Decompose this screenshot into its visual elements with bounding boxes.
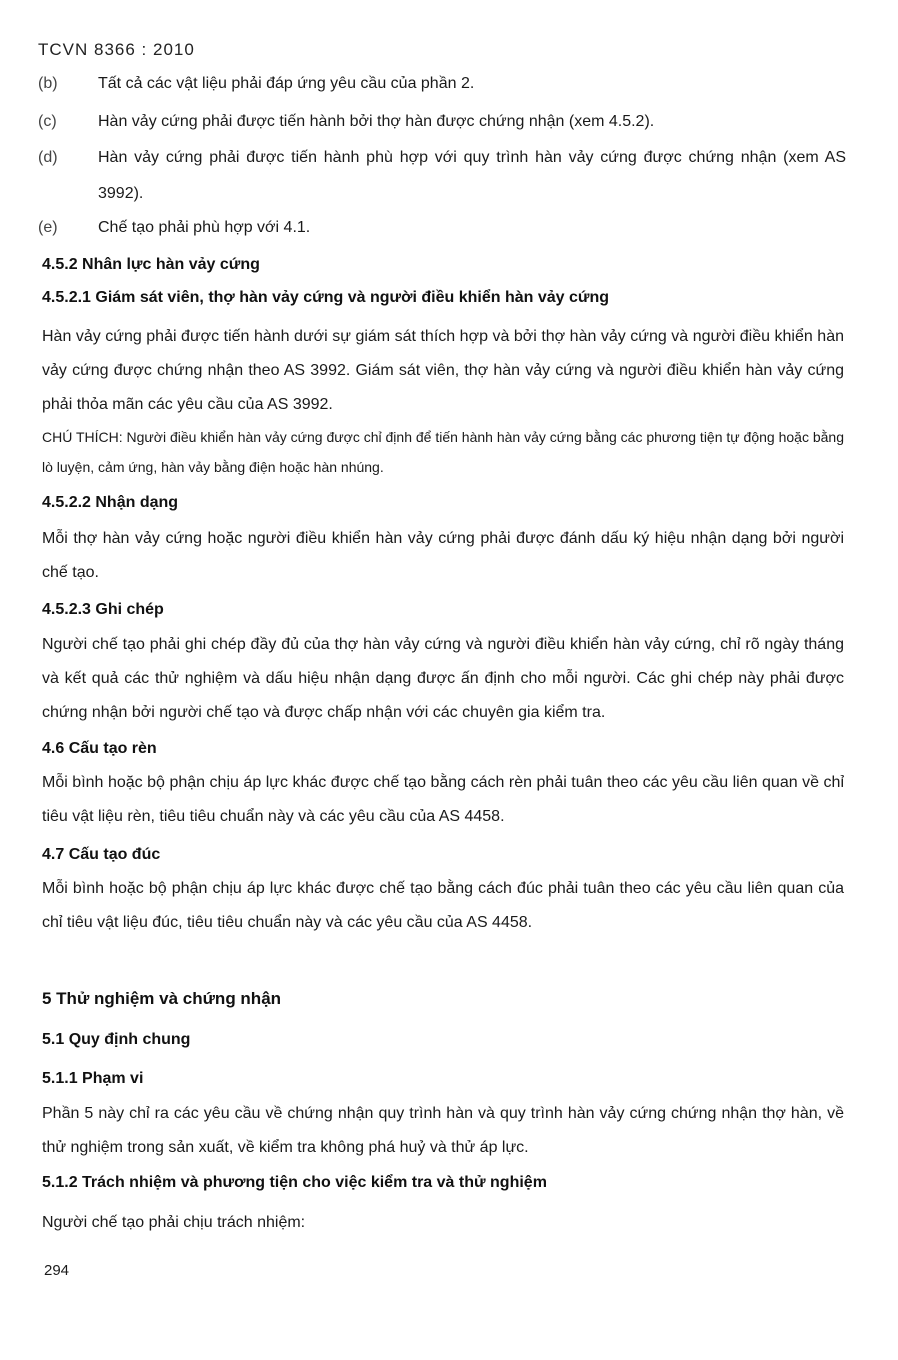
section-heading-5-1: 5.1 Quy định chung: [42, 1031, 191, 1048]
section-heading-4-5-2-2: 4.5.2.2 Nhận dạng: [42, 494, 179, 511]
list-marker: (c): [38, 113, 57, 130]
section-heading-4-5-2: 4.5.2 Nhân lực hàn vảy cứng: [42, 256, 260, 273]
list-item: [38, 66, 846, 102]
list-marker: (b): [38, 75, 58, 92]
list-text: Hàn vảy cứng phải được tiến hành bởi thợ hàn được chứng nhận (xem 4.5.2).: [98, 113, 655, 130]
document-code-header: TCVN 8366 : 2010: [38, 40, 195, 59]
section-heading-5-1-2: 5.1.2 Trách nhiệm và phương tiện cho việc kiểm tra và thử nghiệm: [42, 1174, 547, 1191]
list-marker: (e): [38, 219, 58, 236]
paragraph-4-6: Mỗi bình hoặc bộ phận chịu áp lực khác được chế tạo bằng cách rèn phải tuân theo các yêu cầu liên quan về chỉ tiêu vật liệu rèn, tiêu tiêu chuẩn này và các yêu cầu của AS 4458.: [42, 774, 844, 825]
list-text: Hàn vảy cứng phải được tiến hành phù hợp với quy trình hàn vảy cứng được chứng nhận (xem AS 3992).: [98, 149, 846, 202]
list-marker: (d): [38, 149, 58, 166]
list-item: [38, 140, 846, 212]
section-heading-4-7: 4.7 Cấu tạo đúc: [42, 846, 161, 863]
paragraph-4-5-2-2: Mỗi thợ hàn vảy cứng hoặc người điều khiển hàn vảy cứng phải được đánh dấu ký hiệu nhận dạng bởi người chế tạo.: [42, 530, 844, 581]
paragraph-5-1-1: Phần 5 này chỉ ra các yêu cầu về chứng nhận quy trình hàn và quy trình hàn vảy cứng chứng nhận thợ hàn, về thử nghiệm trong sản xuất, về kiểm tra không phá huỷ và thử áp lực.: [42, 1105, 844, 1156]
section-heading-5: 5 Thử nghiệm và chứng nhận: [42, 989, 282, 1008]
section-heading-5-1-1: 5.1.1 Phạm vi: [42, 1070, 144, 1087]
section-heading-4-5-2-3: 4.5.2.3 Ghi chép: [42, 601, 164, 618]
paragraph-4-5-2-3: Người chế tạo phải ghi chép đầy đủ của thợ hàn vảy cứng và người điều khiển hàn vảy cứng, chỉ rõ ngày tháng và kết quả các thử nghiệm và dấu hiệu nhận dạng được ấn định cho mỗi người. Các ghi chép này phải được chứng nhận bởi người chế tạo và được chấp nhận với các chuyên gia kiểm tra.: [42, 636, 844, 721]
list-item: [38, 104, 846, 140]
paragraph-5-1-2: Người chế tạo phải chịu trách nhiệm:: [42, 1214, 306, 1231]
section-heading-4-6: 4.6 Cấu tạo rèn: [42, 740, 157, 757]
list-text: Tất cả các vật liệu phải đáp ứng yêu cầu của phần 2.: [98, 75, 475, 92]
list-item: [38, 210, 846, 246]
list-text: Chế tạo phải phù hợp với 4.1.: [98, 219, 311, 236]
paragraph-4-7: Mỗi bình hoặc bộ phận chịu áp lực khác được chế tạo bằng cách đúc phải tuân theo các yêu cầu liên quan của chỉ tiêu vật liệu đúc, tiêu tiêu chuẩn này và các yêu cầu của AS 4458.: [42, 880, 844, 931]
section-heading-4-5-2-1: 4.5.2.1 Giám sát viên, thợ hàn vảy cứng và người điều khiển hàn vảy cứng: [42, 289, 610, 306]
page-number: 294: [44, 1262, 70, 1279]
note-4-5-2-1: CHÚ THÍCH: Người điều khiển hàn vảy cứng được chỉ định để tiến hành hàn vảy cứng bằng các phương tiện tự động hoặc bằng lò luyện, cảm ứng, hàn vảy bằng điện hoặc hàn nhúng.: [42, 429, 844, 475]
paragraph-4-5-2-1: Hàn vảy cứng phải được tiến hành dưới sự giám sát thích hợp và bởi thợ hàn vảy cứng và người điều khiển hàn vảy cứng được chứng nhận theo AS 3992. Giám sát viên, thợ hàn vảy cứng và người điều khiển hàn vảy cứng phải thỏa mãn các yêu cầu của AS 3992.: [42, 328, 844, 413]
